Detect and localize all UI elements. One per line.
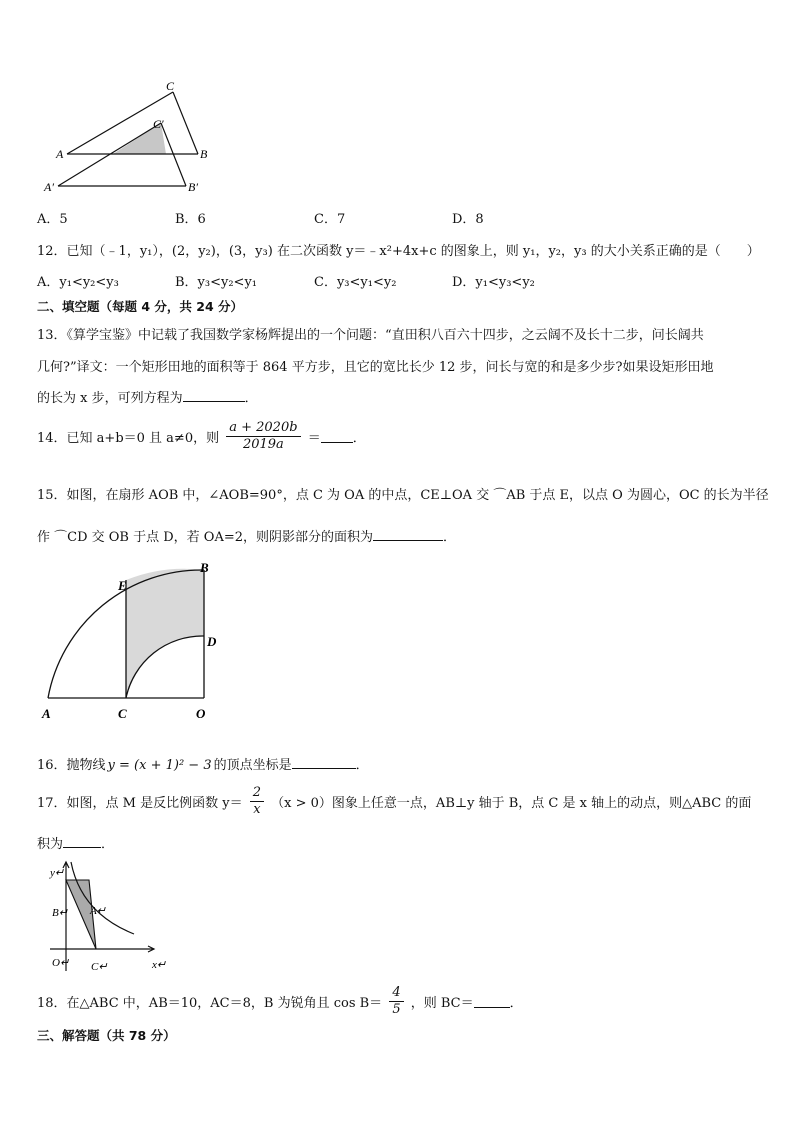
q17-fraction-numerator: 2 [250,785,264,802]
q18-fraction-denominator: 5 [392,1002,401,1017]
q13-end: ． [244,391,258,406]
q18-answer-blank[interactable] [474,995,510,1008]
q15-label-d: D [207,634,217,649]
q17-end: ． [101,837,115,852]
q18-prefix: 18．在△ABC 中，AB＝10，AC＝8，B 为锐角且 cos B＝ [37,996,383,1011]
q17-label-a: A↵ [90,905,106,917]
q11-label-c: C [166,79,175,93]
section-3-heading: 三、解答题（共 78 分） [37,1028,176,1043]
q14-fraction [226,420,300,453]
q17-prefix: 17．如图，点 M 是反比例函数 y＝ [37,796,243,811]
q11-label-c-prime: C′ [153,117,164,131]
q12-stem: 12．已知（﹣1，y₁），(2，y₂)，(3，y₃) 在二次函数 y＝﹣x²+4x+c 的图象上，则 y₁，y₂，y₃ 的大小关系正确的是（ ） [37,244,760,259]
q13-line-2: 几何?”译文：一个矩形田地的面积等于 864 平方步，且它的宽比长少 12 步，问长与宽的和是多少步?如果设矩形田地 [37,360,714,375]
q11-option-d: D．8 [452,212,484,227]
q15-end: ． [443,530,457,545]
q17-label-o: O↵ [52,957,70,969]
q15-line-1: 15．如图，在扇形 AOB 中，∠AOB=90°，点 C 为 OA 的中点，CE⊥OA 交 ⌒AB 于点 E，以点 O 为圆心，OC 的长为半径 [37,488,769,503]
q15-label-c: C [118,706,127,721]
q11-label-a: A [56,147,64,161]
q15-label-o: O [196,706,206,721]
q12-option-d: D．y₁<y₃<y₂ [452,275,535,290]
q18-fraction [389,985,403,1018]
q17-middle: （x > 0）图象上任意一点，AB⊥y 轴于 B，点 C 是 x 轴上的动点，则△ABC 的面 [271,796,752,811]
q13-line-3-text: 的长为 x 步，可列方程为 [37,391,183,406]
q11-option-a: A．5 [37,212,68,227]
q11-triangle-figure [40,78,220,196]
q15-answer-blank[interactable] [373,528,443,541]
q11-option-c: C．7 [314,212,346,227]
q17-line-1 [37,785,751,818]
q15-label-a: A [42,706,51,721]
q12-option-a: A．y₁<y₂<y₃ [37,275,119,290]
q14-fraction-numerator: a + 2020b [226,420,300,437]
q16-answer-blank[interactable] [292,756,356,769]
q14-suffix: ＝ [307,431,321,446]
q17-line-2-text: 积为 [37,837,64,852]
q14-line [37,420,366,453]
q18-fraction-numerator: 4 [389,985,403,1002]
q17-label-b: B↵ [52,907,68,919]
q18-suffix: ，则 BC＝ [410,996,474,1011]
q14-fraction-denominator: 2019a [242,437,284,452]
q13-line-3 [37,387,258,406]
q16-expression: y = (x + 1)² − 3 [107,758,212,773]
q12-option-b: B．y₃<y₂<y₁ [175,275,258,290]
q12-option-c: C．y₃<y₁<y₂ [314,275,397,290]
q17-label-x: x↵ [152,959,167,971]
q15-shaded-region [126,569,204,698]
q15-line-2 [37,526,456,545]
q17-label-c: C↵ [91,961,108,973]
q14-end: ． [352,431,366,446]
q14-answer-blank[interactable] [321,430,353,443]
q16-suffix: 的顶点坐标是 [213,758,292,773]
q17-line-2 [37,833,114,852]
q17-hyperbola-figure [46,858,171,976]
q15-line-2-text: 作 ⌒CD 交 OB 于点 D，若 OA=2，则阴影部分的面积为 [37,530,374,545]
q16-line [37,754,369,773]
q14-prefix: 14．已知 a+b＝0 且 a≠0，则 [37,431,220,446]
q13-line-1: 13．《算学宝鉴》中记载了我国数学家杨辉提出的一个问题：“直田积八百六十四步，之云阔不及长十二步，问长阔共 [37,328,704,343]
q13-answer-blank[interactable] [183,389,245,402]
q17-answer-blank[interactable] [63,835,101,848]
q17-label-y: y↵ [50,867,65,879]
q16-end: ． [355,758,369,773]
q11-label-b: B [200,147,208,161]
q11-label-b-prime: B′ [188,180,198,194]
q15-label-b: B [200,560,209,575]
q17-fraction [250,785,264,818]
q15-label-e: E [118,578,127,593]
q16-prefix: 16．抛物线 [37,758,106,773]
q11-label-a-prime: A′ [44,180,54,194]
section-2-heading: 二、填空题（每题 4 分，共 24 分） [37,299,244,314]
q18-line [37,985,523,1018]
q15-sector-figure [38,560,228,725]
q18-end: ． [509,996,523,1011]
q17-fraction-denominator: x [253,802,261,817]
q11-option-b: B．6 [175,212,206,227]
